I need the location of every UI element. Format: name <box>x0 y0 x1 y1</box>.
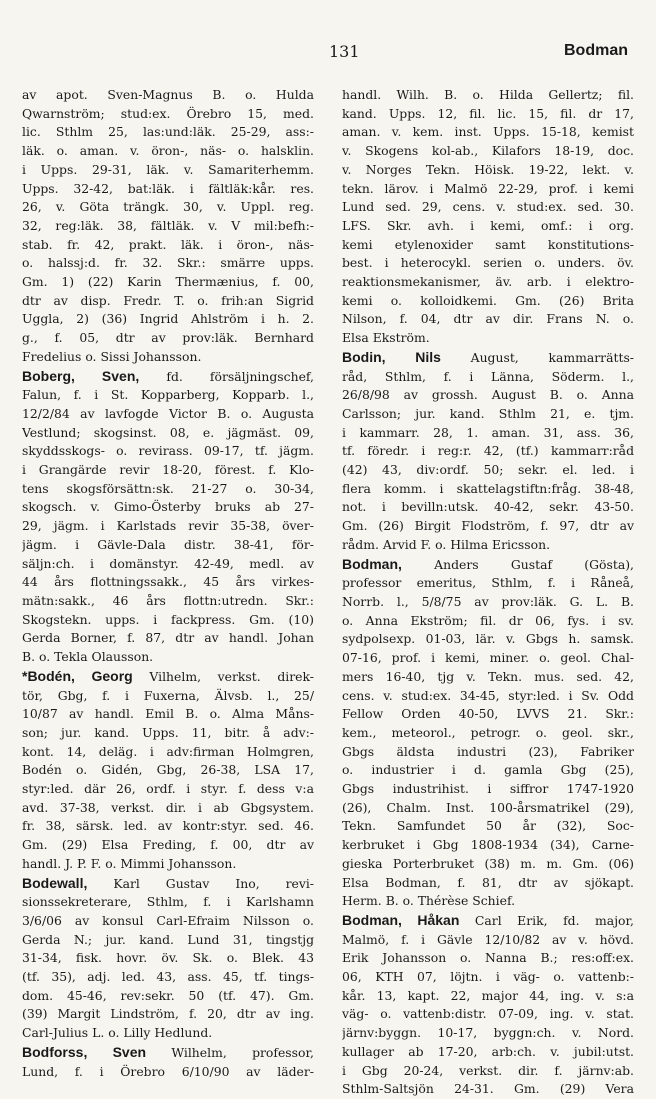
line-text: B. o. Tekla Olausson. <box>22 649 154 665</box>
text-line <box>22 461 314 480</box>
text-line <box>342 480 634 499</box>
line-text: Lund, f. i Örebro 6/10/90 av läder- <box>22 1063 314 1079</box>
line-text: aman. v. kem. inst. Upps. 15-18, kemist <box>342 124 634 140</box>
line-text: styr:led. där 26, ordf. i styr. f. dess v:a <box>22 781 314 797</box>
text-line <box>342 724 634 743</box>
text-line <box>22 968 314 987</box>
line-text: flera komm. i skattelagstiftn:fråg. 38-48, <box>342 480 634 496</box>
text-line <box>342 649 634 668</box>
text-line <box>342 687 634 706</box>
text-line <box>342 949 634 968</box>
line-text: Falun, f. i St. Kopparberg, Kopparb. l., <box>22 387 314 403</box>
text-line <box>22 348 314 367</box>
text-line <box>22 292 314 311</box>
line-text: sionssekreterare, Sthlm, f. i Karlshamn <box>22 894 314 910</box>
text-line <box>22 536 314 555</box>
text-line <box>342 273 634 292</box>
text-line <box>342 574 634 593</box>
line-text: Upps. 32-42, bat:läk. i fältläk:kår. res. <box>22 180 314 196</box>
text-line <box>22 180 314 199</box>
line-text: mers 16-40, tjg v. Tekn. mus. sed. 42, <box>342 668 634 684</box>
line-text: o. halssj:d. fr. 32. Skr.: smärre upps. <box>22 255 314 271</box>
line-text: tf. föredr. i reg:r. 42, (tf.) kammarr:råd <box>342 443 634 459</box>
line-text: i Grangärde revir 18-20, förest. f. Klo- <box>22 462 314 478</box>
line-text: reaktionsmekanismer, äv. arb. i elektro- <box>342 274 634 290</box>
line-text: Karl Gustav Ino, revi- <box>87 875 314 891</box>
line-text: järnv:byggn. 10-17, byggn:ch. v. Nord. <box>342 1025 634 1041</box>
text-line <box>22 855 314 874</box>
entry-headword: Bodin, Nils <box>342 348 441 365</box>
line-text: Gerda Borner, f. 87, dtr av handl. Johan <box>22 630 314 646</box>
text-line <box>22 1005 314 1024</box>
entry-heading-line <box>342 348 634 368</box>
entry-heading-line <box>342 555 634 575</box>
text-line <box>342 236 634 255</box>
line-text: Gm. 1) (22) Karin Thermænius, f. 00, <box>22 274 314 290</box>
text-line <box>22 949 314 968</box>
text-line <box>342 310 634 329</box>
text-line <box>22 592 314 611</box>
text-line <box>22 743 314 762</box>
text-line <box>22 931 314 950</box>
entry-heading-line <box>22 367 314 387</box>
text-line <box>342 180 634 199</box>
text-line <box>342 1080 634 1099</box>
line-text: Vestlund; skogsinst. 08, e. jägmäst. 09, <box>22 424 314 440</box>
line-text: i Gbg 20-24, verkst. dir. f. järnv:ab. <box>342 1062 634 1078</box>
line-text: råd, Sthlm, f. i Länna, Söderm. l., <box>342 368 634 384</box>
line-text: stab. fr. 42, prakt. läk. i öron-, näs- <box>22 236 314 252</box>
line-text: kemi o. kolloidkemi. Gm. (26) Brita <box>342 292 634 308</box>
right-column <box>342 86 634 1099</box>
text-line <box>342 1005 634 1024</box>
line-text: Lund sed. 29, cens. v. stud:ex. sed. 30. <box>342 199 634 215</box>
text-line <box>22 480 314 499</box>
text-line <box>342 874 634 893</box>
text-line <box>22 836 314 855</box>
text-line <box>22 761 314 780</box>
text-line <box>342 386 634 405</box>
text-line <box>342 630 634 649</box>
line-text: Gbgs industrihist. i siffror 1747-1920 <box>342 781 634 797</box>
line-text: Gm. (29) Elsa Freding, f. 00, dtr av <box>22 837 314 853</box>
line-text: professor emeritus, Sthlm, f. i Råneå, <box>342 575 634 591</box>
text-line <box>342 123 634 142</box>
text-line <box>22 442 314 461</box>
text-line <box>342 461 634 480</box>
running-head: Bodman <box>564 42 628 59</box>
line-text: skyddsskogs- o. revirass. 09-17, tf. jägm. <box>22 443 314 459</box>
line-text: 29, jägm. i Karlstads revir 35-38, över- <box>22 518 314 534</box>
line-text: 12/2/84 av lavfogde Victor B. o. Augusta <box>22 405 314 421</box>
line-text: not. i bevilln:utsk. 40-42, sekr. 43-50. <box>342 499 634 515</box>
entry-heading-line <box>22 874 314 894</box>
line-text: fr. 38, särsk. led. av kontr:styr. sed. 46. <box>22 818 314 834</box>
text-line <box>342 1062 634 1081</box>
text-line <box>342 517 634 536</box>
line-text: fd. försäljningschef, <box>139 368 314 384</box>
line-text: Norrb. l., 5/8/75 av prov:läk. G. L. B. <box>342 593 634 609</box>
text-line <box>22 310 314 329</box>
text-line <box>22 329 314 348</box>
line-text: 31-34, fisk. hovr. öv. Sk. o. Blek. 43 <box>22 950 314 966</box>
text-line <box>342 1024 634 1043</box>
text-line <box>22 629 314 648</box>
text-line <box>342 161 634 180</box>
text-line <box>342 668 634 687</box>
text-line <box>342 405 634 424</box>
line-text: säljn:ch. i domänstyr. 42-49, medl. av <box>22 555 314 571</box>
line-text: August, kammarrätts- <box>440 349 634 365</box>
entry-heading-line <box>22 1043 314 1063</box>
text-line <box>342 498 634 517</box>
text-line <box>22 424 314 443</box>
text-line <box>22 386 314 405</box>
entry-heading-line <box>342 911 634 931</box>
line-text: kemi etylenoxider samt konstitutions- <box>342 236 634 252</box>
text-line <box>22 123 314 142</box>
text-line <box>342 105 634 124</box>
line-text: Uggla, 2) (36) Ingrid Ahlström i h. 2. <box>22 311 314 327</box>
line-text: av apot. Sven-Magnus B. o. Hulda <box>22 87 314 102</box>
line-text: Malmö, f. i Gävle 12/10/82 av v. hövd. <box>342 931 634 947</box>
text-line <box>22 1063 314 1082</box>
text-line <box>342 968 634 987</box>
text-line <box>22 912 314 931</box>
line-text: handl. Wilh. B. o. Hilda Gellertz; fil. <box>342 87 634 102</box>
line-text: Skogstekn. upps. i fackpress. Gm. (10) <box>22 611 314 627</box>
text-line <box>22 799 314 818</box>
text-line <box>22 236 314 255</box>
text-line <box>342 593 634 612</box>
line-text: Tekn. Samfundet 50 år (32), Soc- <box>342 818 634 834</box>
line-text: cens. v. stud:ex. 34-45, styr:led. i Sv. Odd <box>342 687 634 703</box>
text-line <box>342 1043 634 1062</box>
line-text: kand. Upps. 12, fil. lic. 15, fil. dr 17, <box>342 105 634 121</box>
line-text: tekn. lärov. i Malmö 22-29, prof. i kemi <box>342 180 634 196</box>
left-column <box>22 86 314 1099</box>
text-line <box>22 555 314 574</box>
line-text: 26, v. Göta trängk. 30, v. Uppl. reg. <box>22 199 314 215</box>
entry-headword: Bodforss, Sven <box>22 1043 147 1060</box>
text-line <box>342 424 634 443</box>
line-text: handl. J. P. F. o. Mimmi Johansson. <box>22 855 237 871</box>
text-line <box>22 142 314 161</box>
text-line <box>342 780 634 799</box>
line-text: kerbruket i Gbg 1808-1934 (34), Carne- <box>342 837 634 853</box>
text-line <box>342 368 634 387</box>
text-line <box>342 198 634 217</box>
line-text: kont. 14, deläg. i adv:firman Holmgren, <box>22 743 314 759</box>
line-text: sydpolsexp. 01-03, lär. v. Gbgs h. samsk. <box>342 631 634 647</box>
line-text: avd. 37-38, verkst. dir. i ab Gbgsystem. <box>22 799 314 815</box>
line-text: best. i heterocykl. serien o. unders. öv. <box>342 255 634 271</box>
text-line <box>22 648 314 667</box>
text-line <box>342 254 634 273</box>
text-line <box>342 612 634 631</box>
line-text: tens skogsförsättn:sk. 21-27 o. 30-34, <box>22 480 314 496</box>
line-text: (39) Margit Lindström, f. 20, dtr av ing. <box>22 1006 314 1022</box>
line-text: skogsch. v. Gimo-Österby bruks ab 27- <box>22 499 314 515</box>
line-text: Erik Johansson o. Nanna B.; res:off:ex. <box>342 950 634 966</box>
text-line <box>342 799 634 818</box>
line-text: Anders Gustaf (Gösta), <box>401 556 634 572</box>
line-text: son; jur. kand. Upps. 11, bitr. å adv:- <box>22 724 314 740</box>
line-text: Carl Erik, fd. major, <box>459 912 634 928</box>
text-line <box>342 817 634 836</box>
line-text: 3/6/06 av konsul Carl-Efraim Nilsson o. <box>22 912 314 928</box>
line-text: o. industrier i d. gamla Gbg (25), <box>342 762 634 778</box>
line-text: 06, KTH 07, löjtn. i väg- o. vattenb:- <box>342 969 634 985</box>
text-line <box>342 217 634 236</box>
text-line <box>22 86 314 105</box>
text-line <box>342 142 634 161</box>
text-line <box>342 855 634 874</box>
entry-headword: Bodman, Håkan <box>342 911 460 928</box>
line-text: (26), Chalm. Inst. 100-årsmatrikel (29), <box>342 799 634 815</box>
line-text: tör, Gbg, f. i Fuxerna, Älvsb. l., 25/ <box>22 687 314 703</box>
text-line <box>22 198 314 217</box>
line-text: läk. o. aman. v. öron-, näs- o. halsklin. <box>22 143 314 159</box>
entry-heading-line <box>22 667 314 687</box>
text-line <box>22 780 314 799</box>
text-line <box>22 687 314 706</box>
text-line <box>342 761 634 780</box>
line-text: Gm. (26) Birgit Flodström, f. 97, dtr av <box>342 518 634 534</box>
line-text: rådm. Arvid F. o. Hilma Ericsson. <box>342 536 551 552</box>
text-line <box>342 292 634 311</box>
line-text: (tf. 35), adj. led. 43, ass. 45, tf. tings- <box>22 969 314 985</box>
text-line <box>342 536 634 555</box>
line-text: kem., meteorol., petrogr. o. geol. skr., <box>342 724 634 740</box>
text-line <box>22 817 314 836</box>
line-text: Nilson, f. 04, dtr av dir. Frans N. o. <box>342 311 634 327</box>
text-line <box>22 161 314 180</box>
text-line <box>22 254 314 273</box>
text-line <box>342 931 634 950</box>
text-line <box>22 405 314 424</box>
text-line <box>22 273 314 292</box>
line-text: 07-16, prof. i kemi, miner. o. geol. Chal- <box>342 650 634 666</box>
page-header <box>22 40 634 70</box>
line-text: Carl-Julius L. o. Lilly Hedlund. <box>22 1025 213 1041</box>
text-line <box>22 498 314 517</box>
line-text: (42) 43, div:ordf. 50; sekr. el. led. i <box>342 462 634 478</box>
line-text: v. Norges Tekn. Höisk. 19-22, lekt. v. <box>342 161 634 177</box>
line-text: Qwarnström; stud:ex. Örebro 15, med. <box>22 105 314 121</box>
line-text: Wilhelm, professor, <box>146 1044 314 1060</box>
text-line <box>22 724 314 743</box>
text-line <box>22 987 314 1006</box>
line-text: dtr av disp. Fredr. T. o. frih:an Sigrid <box>22 292 314 308</box>
line-text: Vilhelm, verkst. direk- <box>132 668 314 684</box>
line-text: Elsa Bodman, f. 81, dtr av sjökapt. <box>342 874 634 890</box>
text-line <box>22 893 314 912</box>
line-text: Sthlm-Saltsjön 24-31. Gm. (29) Vera <box>342 1081 634 1097</box>
line-text: kullager ab 17-20, arb:ch. v. jubil:utst. <box>342 1043 634 1059</box>
text-line <box>22 705 314 724</box>
line-text: o. Anna Ekström; fil. dr 06, fys. i sv. <box>342 612 634 628</box>
text-line <box>22 573 314 592</box>
line-text: LFS. Skr. avh. i kemi, omf.: i org. <box>342 217 634 233</box>
line-text: Fredelius o. Sissi Johansson. <box>22 348 202 364</box>
line-text: 32, reg:läk. 38, fältläk. v. V mil:befh:- <box>22 217 314 233</box>
text-line <box>342 987 634 1006</box>
text-line <box>22 105 314 124</box>
line-text: Fellow Orden 40-50, LVVS 21. Skr.: <box>342 706 634 722</box>
text-line <box>22 217 314 236</box>
line-text: kår. 13, kapt. 22, major 44, ing. v. s:a <box>342 987 634 1003</box>
text-line <box>22 611 314 630</box>
line-text: Carlsson; jur. kand. Sthlm 21, e. tjm. <box>342 405 634 421</box>
line-text: jägm. i Gävle-Dala distr. 38-41, för- <box>22 536 314 552</box>
line-text: väg- o. vattenb:distr. 07-09, ing. v. stat. <box>342 1006 634 1022</box>
text-line <box>22 1024 314 1043</box>
text-line <box>342 892 634 911</box>
line-text: lic. Sthlm 25, las:und:läk. 25-29, ass:- <box>22 124 314 140</box>
line-text: i Upps. 29-31, läk. v. Samariterhemm. <box>22 161 314 177</box>
entry-headword: Boberg, Sven, <box>22 367 140 384</box>
line-text: 44 års flottningssakk., 45 års virkes- <box>22 574 314 590</box>
text-line <box>342 442 634 461</box>
page-number: 131 <box>329 42 360 61</box>
text-line <box>342 743 634 762</box>
line-text: Bodén o. Gidén, Gbg, 26-38, LSA 17, <box>22 762 314 778</box>
line-text: Gerda N.; jur. kand. Lund 31, tingstjg <box>22 931 314 947</box>
text-line <box>342 705 634 724</box>
text-line <box>22 517 314 536</box>
line-text: Herm. B. o. Thérèse Schief. <box>342 893 516 909</box>
line-text: Gbgs äldsta industri (23), Fabriker <box>342 743 634 759</box>
line-text: Elsa Ekström. <box>342 330 430 346</box>
entry-headword: Bodman, <box>342 555 402 572</box>
line-text: g., f. 05, dtr av prov:läk. Bernhard <box>22 330 314 346</box>
line-text: v. Skogens kol-ab., Kilafors 18-19, doc. <box>342 143 634 159</box>
entry-headword: Bodewall, <box>22 874 88 891</box>
line-text: 26/8/98 av grossh. August B. o. Anna <box>342 387 634 403</box>
text-columns <box>22 86 634 1099</box>
text-line <box>342 86 634 105</box>
text-line <box>342 329 634 348</box>
line-text: 10/87 av handl. Emil B. o. Alma Måns- <box>22 706 314 722</box>
line-text: i kammarr. 28, 1. aman. 31, ass. 36, <box>342 424 634 440</box>
text-line <box>342 836 634 855</box>
line-text: mätn:sakk., 46 års flottn:utredn. Skr.: <box>22 592 314 608</box>
entry-headword: *Bodén, Georg <box>22 667 133 684</box>
line-text: gieska Porterbruket (38) m. m. Gm. (06) <box>342 855 634 871</box>
line-text: dom. 45-46, rev:sekr. 50 (tf. 47). Gm. <box>22 987 314 1003</box>
